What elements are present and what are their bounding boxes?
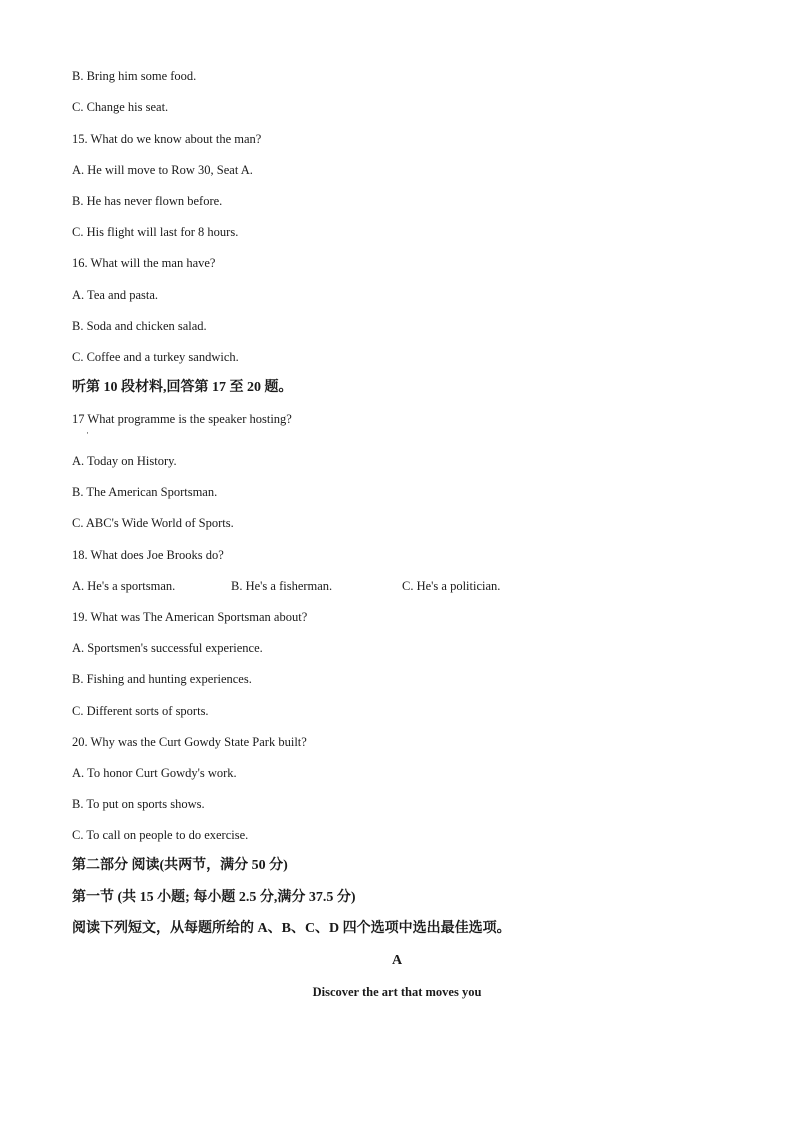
option-17c: C. ABC's Wide World of Sports. [72,516,234,530]
option-20c: C. To call on people to do exercise. [72,828,249,842]
option-20b: B. To put on sports shows. [72,797,205,811]
option-19c: C. Different sorts of sports. [72,704,209,718]
option-18a: A. He's a sportsman. [72,579,176,593]
option-14c: C. Change his seat. [72,100,169,114]
part-two-heading: 第二部分 阅读(共两节，满分 50 分) [72,858,288,873]
question-19: 19. What was The American Sportsman about? [72,610,308,624]
section-heading-10: 听第 10 段材料,回答第 17 至 20 题。 [72,380,293,395]
question-16: 16. What will the man have? [72,256,216,270]
question-18: 18. What does Joe Brooks do? [72,548,224,562]
question-15: 15. What do we know about the man? [72,132,262,146]
option-16a: A. Tea and pasta. [72,288,159,302]
stray-dot: · [86,428,89,438]
option-14b: B. Bring him some food. [72,69,197,83]
question-20: 20. Why was the Curt Gowdy State Park built? [72,735,307,749]
option-18c: C. He's a politician. [402,579,501,593]
option-16b: B. Soda and chicken salad. [72,319,207,333]
option-16c: C. Coffee and a turkey sandwich. [72,350,239,364]
passage-letter: A [391,953,403,968]
option-15c: C. His flight will last for 8 hours. [72,225,239,239]
option-15b: B. He has never flown before. [72,194,223,208]
option-18b: B. He's a fisherman. [231,579,333,593]
option-20a: A. To honor Curt Gowdy's work. [72,766,237,780]
option-15a: A. He will move to Row 30, Seat A. [72,163,253,177]
reading-instructions: 阅读下列短文，从每题所给的 A、B、C、D 四个选项中选出最佳选项。 [72,921,511,936]
option-19b: B. Fishing and hunting experiences. [72,672,252,686]
section-one-heading: 第一节 (共 15 小题; 每小题 2.5 分,满分 37.5 分) [72,890,356,905]
option-17b: B. The American Sportsman. [72,485,218,499]
question-17: 17 What programme is the speaker hosting? [72,412,292,426]
option-19a: A. Sportsmen's successful experience. [72,641,263,655]
passage-title: Discover the art that moves you [312,985,482,999]
option-17a: A. Today on History. [72,454,177,468]
